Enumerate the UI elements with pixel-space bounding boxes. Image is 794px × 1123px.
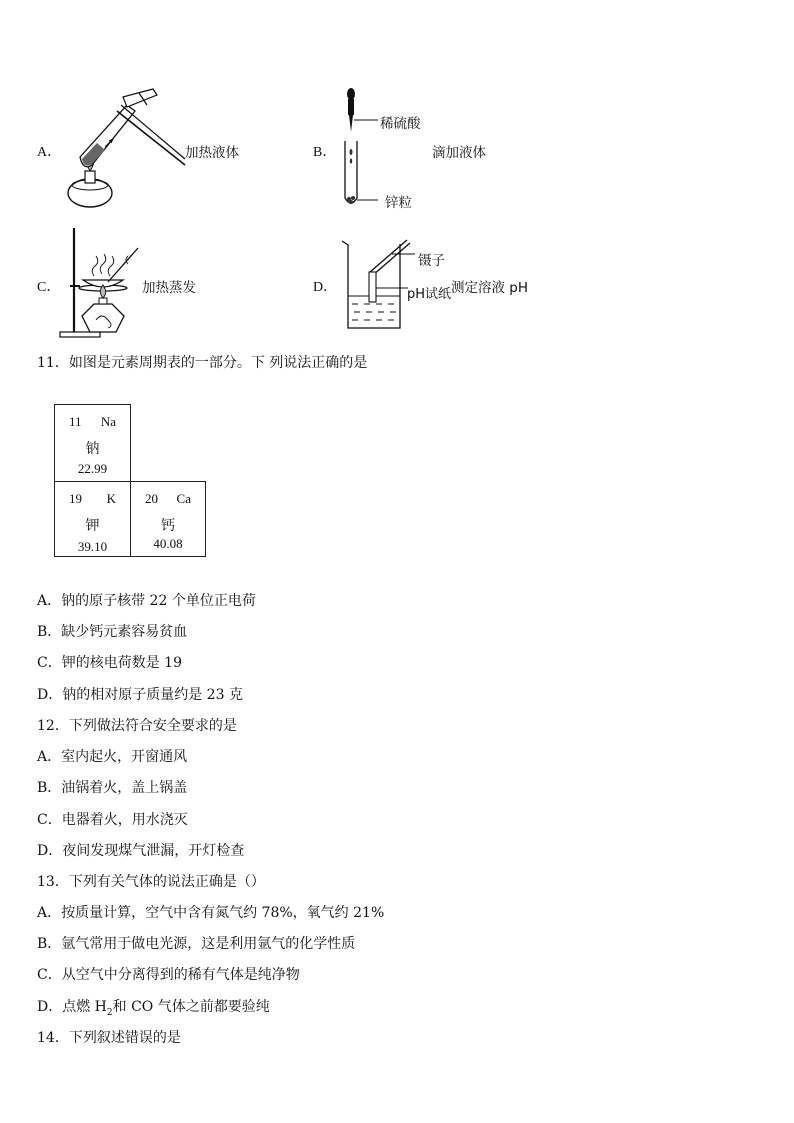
option-c-letter: C． <box>37 280 61 295</box>
q11-option-c: C．钾的核电荷数是 19 <box>37 655 182 671</box>
option-a-letter: A． <box>37 145 62 160</box>
atomic-number: 20 <box>145 491 158 506</box>
atomic-mass: 40.08 <box>153 536 183 551</box>
q13-option-a: A．按质量计算，空气中含有氮气约 78%，氧气约 21% <box>37 905 385 921</box>
hydrogen-subscript: 2 <box>106 1007 113 1018</box>
option-c-caption: 加热蒸发 <box>142 280 196 296</box>
q13-option-b: B．氩气常用于做电光源，这是利用氩气的化学性质 <box>37 936 356 952</box>
q13-option-d-suffix: 和 CO 气体之前都要验纯 <box>112 999 270 1015</box>
atomic-mass: 22.99 <box>77 461 108 476</box>
q12-option-a: A．室内起火，开窗通风 <box>37 749 188 765</box>
option-d-letter: D． <box>313 280 338 295</box>
question-14-stem: 14．下列叙述错误的是 <box>37 1030 181 1046</box>
heating-liquid-figure <box>65 85 185 215</box>
ph-paper-label: pH试纸 <box>407 287 452 302</box>
q12-option-c: C．电器着火，用水浇灭 <box>37 812 188 828</box>
option-a-caption: 加热液体 <box>185 145 239 161</box>
question-12-stem: 12．下列做法符合安全要求的是 <box>37 718 237 734</box>
q12-option-b: B．油锅着火，盖上锅盖 <box>37 780 188 796</box>
option-b-caption: 滴加液体 <box>432 145 486 161</box>
q11-option-d: D．钠的相对原子质量约是 23 克 <box>37 687 243 703</box>
tweezers-label: 镊子 <box>418 253 445 269</box>
element-name: 钾 <box>85 518 100 534</box>
element-cell-ca <box>130 481 206 557</box>
element-symbol: Na <box>100 414 116 429</box>
q11-option-a: A．钠的原子核带 22 个单位正电荷 <box>37 593 256 609</box>
element-name: 钠 <box>85 441 100 457</box>
atomic-number: 19 <box>69 491 82 506</box>
ph-test-figure <box>340 238 415 333</box>
atomic-number: 11 <box>69 414 82 429</box>
option-d-caption: 测定溶液 pH <box>451 280 529 296</box>
element-symbol: Ca <box>176 491 191 506</box>
zinc-granules-label: 锌粒 <box>385 195 412 211</box>
q12-option-d: D．夜间发现煤气泄漏，开灯检查 <box>37 843 245 859</box>
q13-option-c: C．从空气中分离得到的稀有气体是纯净物 <box>37 967 300 983</box>
dilute-sulfuric-acid-label: 稀硫酸 <box>380 116 421 132</box>
element-cell-k <box>54 481 131 557</box>
element-symbol: K <box>106 491 116 506</box>
q11-option-b: B．缺少钙元素容易贫血 <box>37 624 188 640</box>
atomic-mass: 39.10 <box>77 539 108 554</box>
dropper-figure <box>340 86 385 211</box>
q13-option-d-prefix: D．点燃 H <box>37 999 107 1015</box>
question-11-stem: 11．如图是元素周期表的一部分。下 列说法正确的是 <box>37 355 368 371</box>
q13-option-d <box>37 998 270 1022</box>
option-b-letter: B． <box>313 145 337 160</box>
question-13-stem: 13．下列有关气体的说法正确是（） <box>37 874 265 890</box>
element-name: 钙 <box>161 518 175 534</box>
element-cell-na <box>54 404 131 482</box>
evaporation-figure <box>58 228 143 340</box>
